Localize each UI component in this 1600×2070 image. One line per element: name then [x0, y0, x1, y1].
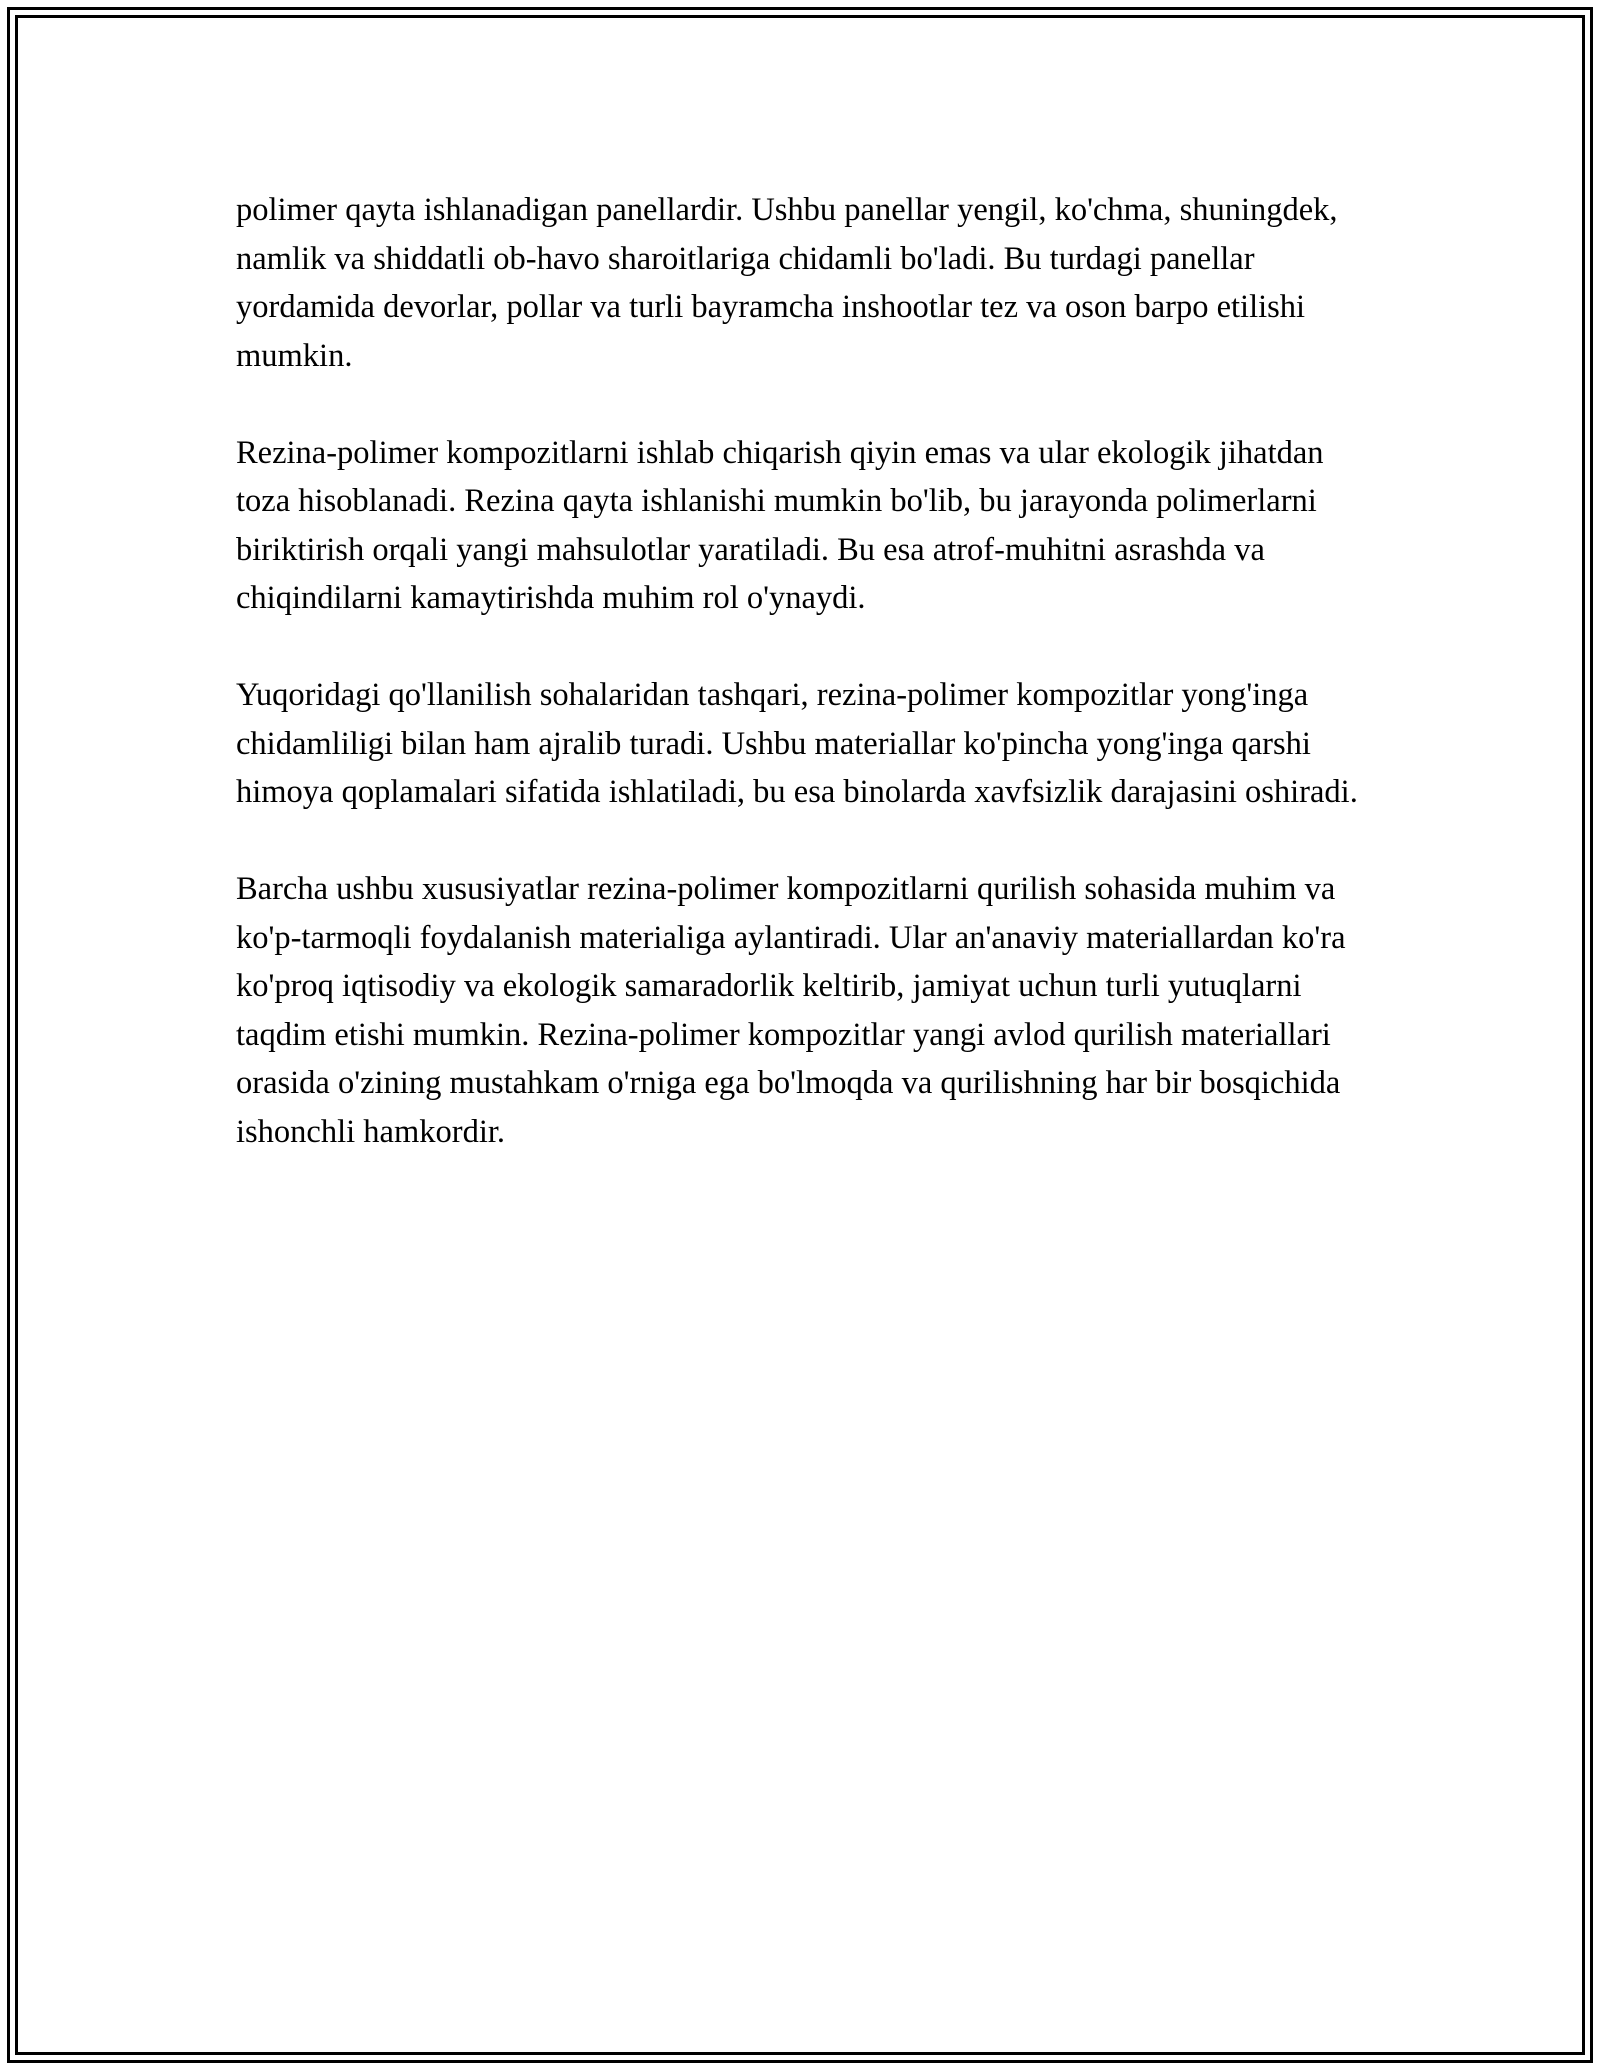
paragraph: polimer qayta ishlanadigan panellardir. Ushbu panellar yengil, ko'chma, shuningdek, namlik va shiddatli ob-havo sharoitlariga chidamli bo'ladi. Bu turdagi panellar yordamida devorlar, pollar va turli bayramcha inshootlar tez va oson barpo etilishi mumkin.: [236, 192, 1338, 374]
paragraph: Barcha ushbu xususiyatlar rezina-polimer kompozitlarni qurilish sohasida muhim va ko'p-tarmoqli foydalanish materialiga aylantiradi. Ular an'anaviy materiallardan ko'ra ko'proq iqtisodiy va ekologik samaradorlik keltirib, jamiyat uchun turli yutuqlarni taqdim etishi mumkin. Rezina-polimer kompozitlar yangi avlod qurilish materiallari orasida o'zining mustahkam o'rniga ega bo'lmoqda va qurilishning har bir bosqichida ishonchli hamkordir.: [236, 871, 1346, 1150]
paragraph: Rezina-polimer kompozitlarni ishlab chiqarish qiyin emas va ular ekologik jihatdan toza hisoblanadi. Rezina qayta ishlanishi mumkin bo'lib, bu jarayonda polimerlarni biriktirish orqali yangi mahsulotlar yaratiladi. Bu esa atrof-muhitni asrashda va chiqindilarni kamaytirishda muhim rol o'ynaydi.: [236, 434, 1324, 616]
paragraph: Yuqoridagi qo'llanilish sohalaridan tashqari, rezina-polimer kompozitlar yong'inga chidamliligi bilan ham ajralib turadi. Ushbu materiallar ko'pincha yong'inga qarshi himoya qoplamalari sifatida ishlatiladi, bu esa binolarda xavfsizlik darajasini oshiradi.: [236, 677, 1358, 810]
document-body: [236, 186, 1366, 1205]
